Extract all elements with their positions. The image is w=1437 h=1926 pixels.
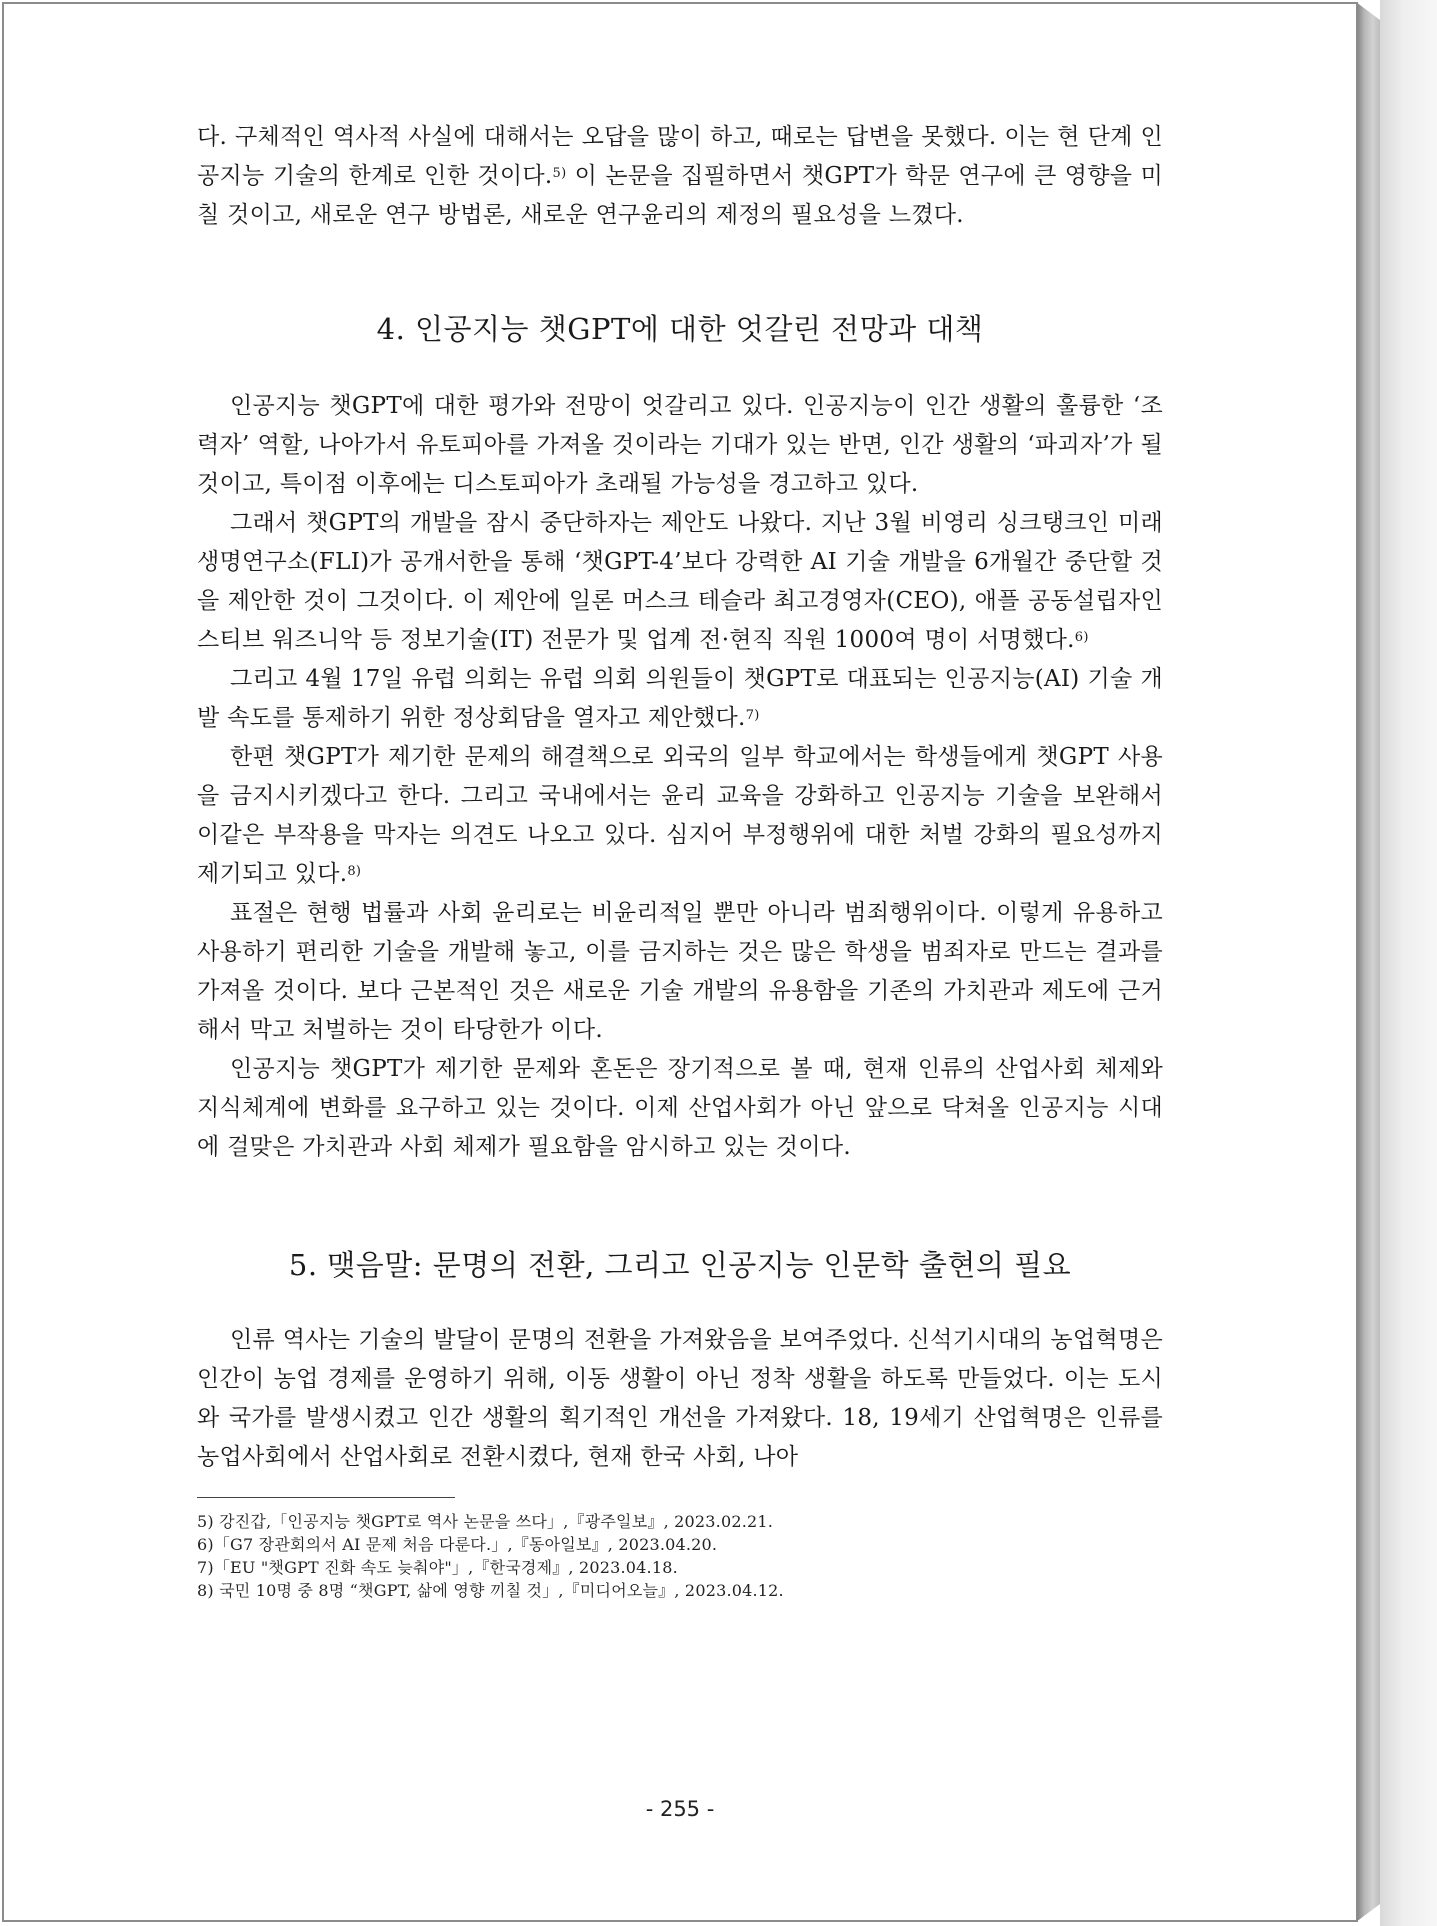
page-number: - 255 - [645, 1797, 715, 1821]
footnote-divider [197, 1497, 455, 1498]
page-content [197, 118, 1163, 1602]
section-5-paragraph-1 [197, 1321, 1163, 1477]
footnote-5: 5) 강진갑,「인공지능 챗GPT로 역사 논문을 쓰다」,『광주일보』, 2023.02.21. [197, 1512, 774, 1531]
paragraph-text: 한편 챗GPT가 제기한 문제의 해결책으로 외국의 일부 학교에서는 학생들에게 챗GPT 사용을 금지시키겠다고 한다. 그리고 국내에서는 윤리 교육을 강화하고 인공지능 기술을 보완해서 이같은 부작용을 막자는 의견도 나오고 있다. 심지어 부정행위에 대한 처벌 강화의 필요성까지 제기되고 있다. [197, 744, 1163, 887]
footnote-6: 6)「G7 장관회의서 AI 문제 처음 다룬다.」,『동아일보』, 2023.04.20. [197, 1535, 718, 1554]
page-shadow [1380, 0, 1437, 1926]
section-4-paragraph-1 [197, 387, 1163, 504]
footnote-ref-6[interactable]: 6) [1074, 630, 1089, 645]
page-curl [1356, 2, 1380, 1922]
footnote-ref-8[interactable]: 8) [347, 864, 362, 879]
paragraph-text: 인류 역사는 기술의 발달이 문명의 전환을 가져왔음을 보여주었다. 신석기시대의 농업혁명은 인간이 농업 경제를 운영하기 위해, 이동 생활이 아닌 정착 생활을 하도록 만들었다. 이는 도시와 국가를 발생시켰고 인간 생활의 획기적인 개선을 가져왔다. 18, 19세기 산업혁명은 인류를 농업사회에서 산업사회로 전환시켰다, 현재 한국 사회, 나아 [197, 1327, 1163, 1470]
intro-paragraph [197, 118, 1163, 235]
paragraph-text: 인공지능 챗GPT에 대한 평가와 전망이 엇갈리고 있다. 인공지능이 인간 생활의 훌륭한 ‘조력자’ 역할, 나아가서 유토피아를 가져올 것이라는 기대가 있는 반면, 인간 생활의 ‘파괴자’가 될 것이고, 특이점 이후에는 디스토피아가 초래될 가능성을 경고하고 있다. [197, 393, 1163, 497]
footnote-ref-5[interactable]: 5) [552, 166, 567, 181]
section-4-paragraph-6 [197, 1050, 1163, 1167]
section-4-paragraph-3 [197, 660, 1163, 738]
footnote-7: 7)「EU "챗GPT 진화 속도 늦춰야"」,『한국경제』, 2023.04.18. [197, 1558, 678, 1577]
intro-text-a: 다. 구체적인 역사적 사실에 대해서는 오답을 많이 하고, 때로는 답변을 못했다. 이는 현 단계 인공지능 기술의 한계로 인한 것이다. [197, 124, 1163, 189]
paragraph-text: 인공지능 챗GPT가 제기한 문제와 혼돈은 장기적으로 볼 때, 현재 인류의 산업사회 체제와 지식체계에 변화를 요구하고 있는 것이다. 이제 산업사회가 아닌 앞으로 닥쳐올 인공지능 시대에 걸맞은 가치관과 사회 체제가 필요함을 암시하고 있는 것이다. [197, 1056, 1163, 1160]
footnotes [197, 1510, 1163, 1602]
section-4-paragraph-5 [197, 894, 1163, 1050]
section-5-heading: 5. 맺음말: 문명의 전환, 그리고 인공지능 인문학 출현의 필요 [288, 1248, 1072, 1282]
paragraph-text: 그리고 4월 17일 유럽 의회는 유럽 의회 의원들이 챗GPT로 대표되는 인공지능(AI) 기술 개발 속도를 통제하기 위한 정상회담을 열자고 제안했다. [197, 666, 1163, 731]
footnote-8: 8) 국민 10명 중 8명 “챗GPT, 삶에 영향 끼칠 것」,『미디어오늘』, 2023.04.12. [197, 1581, 784, 1600]
intro-text-b: 이 논문을 집필하면서 챗GPT가 학문 연구에 큰 영향을 미칠 것이고, 새로운 연구 방법론, 새로운 연구윤리의 제정의 필요성을 느꼈다. [197, 163, 1163, 228]
section-4-paragraph-2 [197, 504, 1163, 660]
section-4-paragraph-4 [197, 738, 1163, 894]
footnote-ref-7[interactable]: 7) [745, 708, 760, 723]
section-4-heading: 4. 인공지능 챗GPT에 대한 엇갈린 전망과 대책 [376, 312, 984, 346]
paragraph-text: 그래서 챗GPT의 개발을 잠시 중단하자는 제안도 나왔다. 지난 3월 비영리 싱크탱크인 미래생명연구소(FLI)가 공개서한을 통해 ‘챗GPT-4’보다 강력한 AI 기술 개발을 6개월간 중단할 것을 제안한 것이 그것이다. 이 제안에 일론 머스크 테슬라 최고경영자(CEO), 애플 공동설립자인 스티브 워즈니악 등 정보기술(IT) 전문가 및 업계 전·현직 직원 1000여 명이 서명했다. [197, 510, 1163, 653]
paragraph-text: 표절은 현행 법률과 사회 윤리로는 비윤리적일 뿐만 아니라 범죄행위이다. 이렇게 유용하고 사용하기 편리한 기술을 개발해 놓고, 이를 금지하는 것은 많은 학생을 범죄자로 만드는 결과를 가져올 것이다. 보다 근본적인 것은 새로운 기술 개발의 유용함을 기존의 가치관과 제도에 근거해서 막고 처벌하는 것이 타당한가 이다. [197, 900, 1163, 1043]
